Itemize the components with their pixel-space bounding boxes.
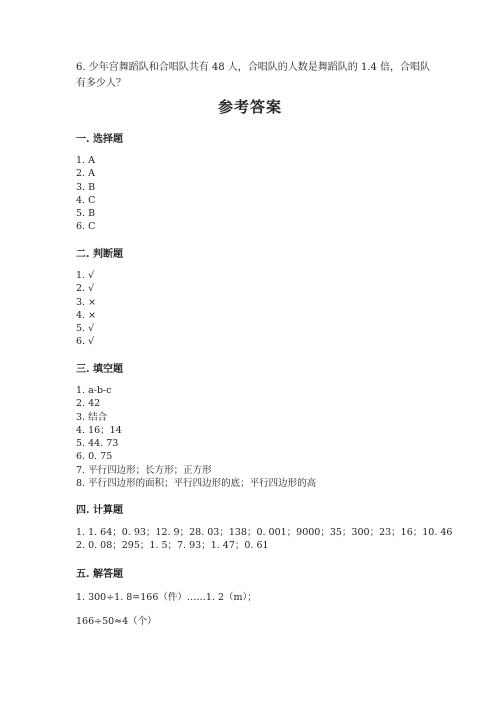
list-item: 4. × (76, 309, 97, 321)
judge-answer-list (76, 269, 96, 349)
list-item: 1. √ (76, 270, 95, 281)
list-item: 1. 1. 64；0. 93；12. 9；28. 03；138；0. 001；9000；35；300；23；16；10. 46 (76, 527, 453, 538)
question-6 (76, 60, 446, 92)
section-heading-judge: 二. 判断题 (76, 249, 123, 260)
question-6-line-2: 有多少人？ (76, 78, 126, 89)
list-item: 5. √ (76, 323, 95, 335)
list-item: 4. C (76, 194, 96, 206)
list-item: 2. √ (76, 283, 95, 295)
list-item: 6. C (76, 221, 96, 233)
list-item: 5. 44. 73 (76, 438, 119, 450)
list-item: 6. √ (76, 336, 95, 348)
list-item: 6. 0. 75 (76, 451, 113, 463)
list-item: 2. 0. 08；295；1. 5；7. 93；1. 47；0. 61 (76, 540, 269, 552)
list-item: 8. 平行四边形的面积；平行四边形的底；平行四边形的高 (76, 478, 317, 490)
fill-answer-list (76, 384, 316, 490)
list-item: 2. 42 (76, 398, 101, 410)
list-item: 1. a-b-c (76, 385, 112, 396)
list-item: 4. 16；14 (76, 424, 122, 436)
choice-answer-list (76, 154, 95, 234)
section-heading-calc: 四. 计算题 (76, 505, 123, 516)
list-item: 3. × (76, 296, 97, 308)
calc-answer-list (76, 526, 452, 553)
list-item: 5. B (76, 208, 96, 220)
question-6-line-1: 6. 少年宫舞蹈队和合唱队共有 48 人，合唱队的人数是舞蹈队的 1.4 倍，合唱队 (76, 62, 431, 73)
answer-title: 参考答案 (217, 98, 282, 116)
list-item: 3. 结合 (76, 411, 108, 423)
section-heading-solve: 五. 解答题 (76, 569, 123, 580)
solve-answer-line-2: 166÷50≈4（个） (76, 616, 157, 627)
list-item: 3. B (76, 181, 96, 193)
solve-answer-line-1: 1. 300÷1. 8=166（件）……1. 2（m）； (76, 592, 257, 603)
section-heading-fill: 三. 填空题 (76, 364, 123, 375)
list-item: 2. A (76, 168, 95, 180)
list-item: 1. A (76, 155, 95, 166)
list-item: 7. 平行四边形；长方形；正方形 (76, 464, 212, 476)
section-heading-choice: 一. 选择题 (76, 134, 123, 145)
